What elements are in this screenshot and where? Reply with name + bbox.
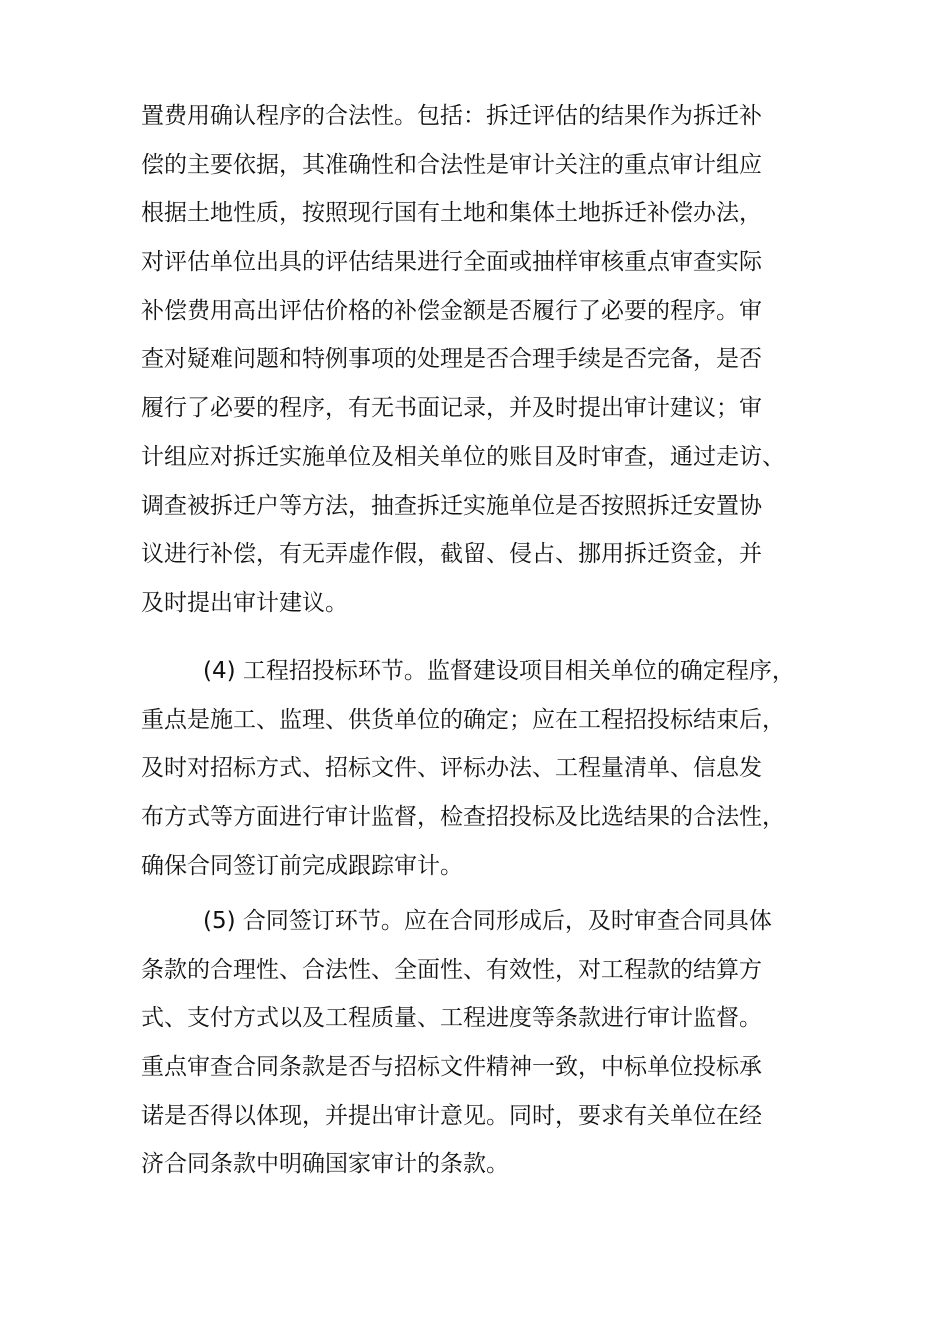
paragraph-contract-stage (141, 897, 841, 1189)
paragraph-line: 确保合同签订前完成跟踪审计。 (141, 852, 463, 879)
paragraph-line: 及时对招标方式、招标文件、评标办法、工程量清单、信息发 (141, 755, 762, 782)
paragraph-line: 偿的主要依据，其准确性和合法性是审计关注的重点审计组应 (141, 151, 762, 178)
paragraph-line: 对评估单位出具的评估结果进行全面或抽样审核重点审查实际 (141, 249, 762, 276)
paragraph-line: 布方式等方面进行审计监督，检查招投标及比选结果的合法性， (141, 804, 785, 831)
paragraph-line: 议进行补偿，有无弄虚作假，截留、侵占、挪用拆迁资金，并 (141, 541, 762, 568)
paragraph-line: 置费用确认程序的合法性。包括：拆迁评估的结果作为拆迁补 (141, 103, 762, 129)
paragraph-line: 调查被拆迁户等方法，抽查拆迁实施单位是否按照拆迁安置协 (141, 492, 762, 519)
paragraph-line: 根据土地性质，按照现行国有土地和集体土地拆迁补偿办法， (141, 200, 762, 227)
paragraph-line: 重点是施工、监理、供货单位的确定；应在工程招投标结束后， (141, 706, 785, 733)
paragraph-line: 查对疑难问题和特例事项的处理是否合理手续是否完备，是否 (141, 346, 762, 373)
paragraph-line: 及时提出审计建议。 (141, 589, 348, 616)
paragraph-line: 履行了必要的程序，有无书面记录，并及时提出审计建议；审 (141, 395, 762, 422)
paragraph-line: 计组应对拆迁实施单位及相关单位的账目及时审查，通过走访、 (141, 443, 785, 470)
paragraph-line: 式、支付方式以及工程质量、工程进度等条款进行审计监督。 (141, 1005, 762, 1032)
paragraph-line: 条款的合理性、合法性、全面性、有效性，对工程款的结算方 (141, 956, 762, 983)
paragraph-relocation-compensation (141, 92, 841, 628)
paragraph-line: 重点审查合同条款是否与招标文件精神一致，中标单位投标承 (141, 1054, 762, 1081)
paragraph-line: (5) 合同签订环节。应在合同形成后，及时审查合同具体 (203, 908, 772, 934)
paragraph-line: (4) 工程招投标环节。监督建设项目相关单位的确定程序， (203, 658, 795, 684)
paragraph-bidding-stage (141, 647, 841, 890)
paragraph-line: 诺是否得以体现，并提出审计意见。同时，要求有关单位在经 (141, 1102, 762, 1129)
paragraph-line: 济合同条款中明确国家审计的条款。 (141, 1151, 509, 1178)
paragraph-line: 补偿费用高出评估价格的补偿金额是否履行了必要的程序。审 (141, 297, 762, 324)
